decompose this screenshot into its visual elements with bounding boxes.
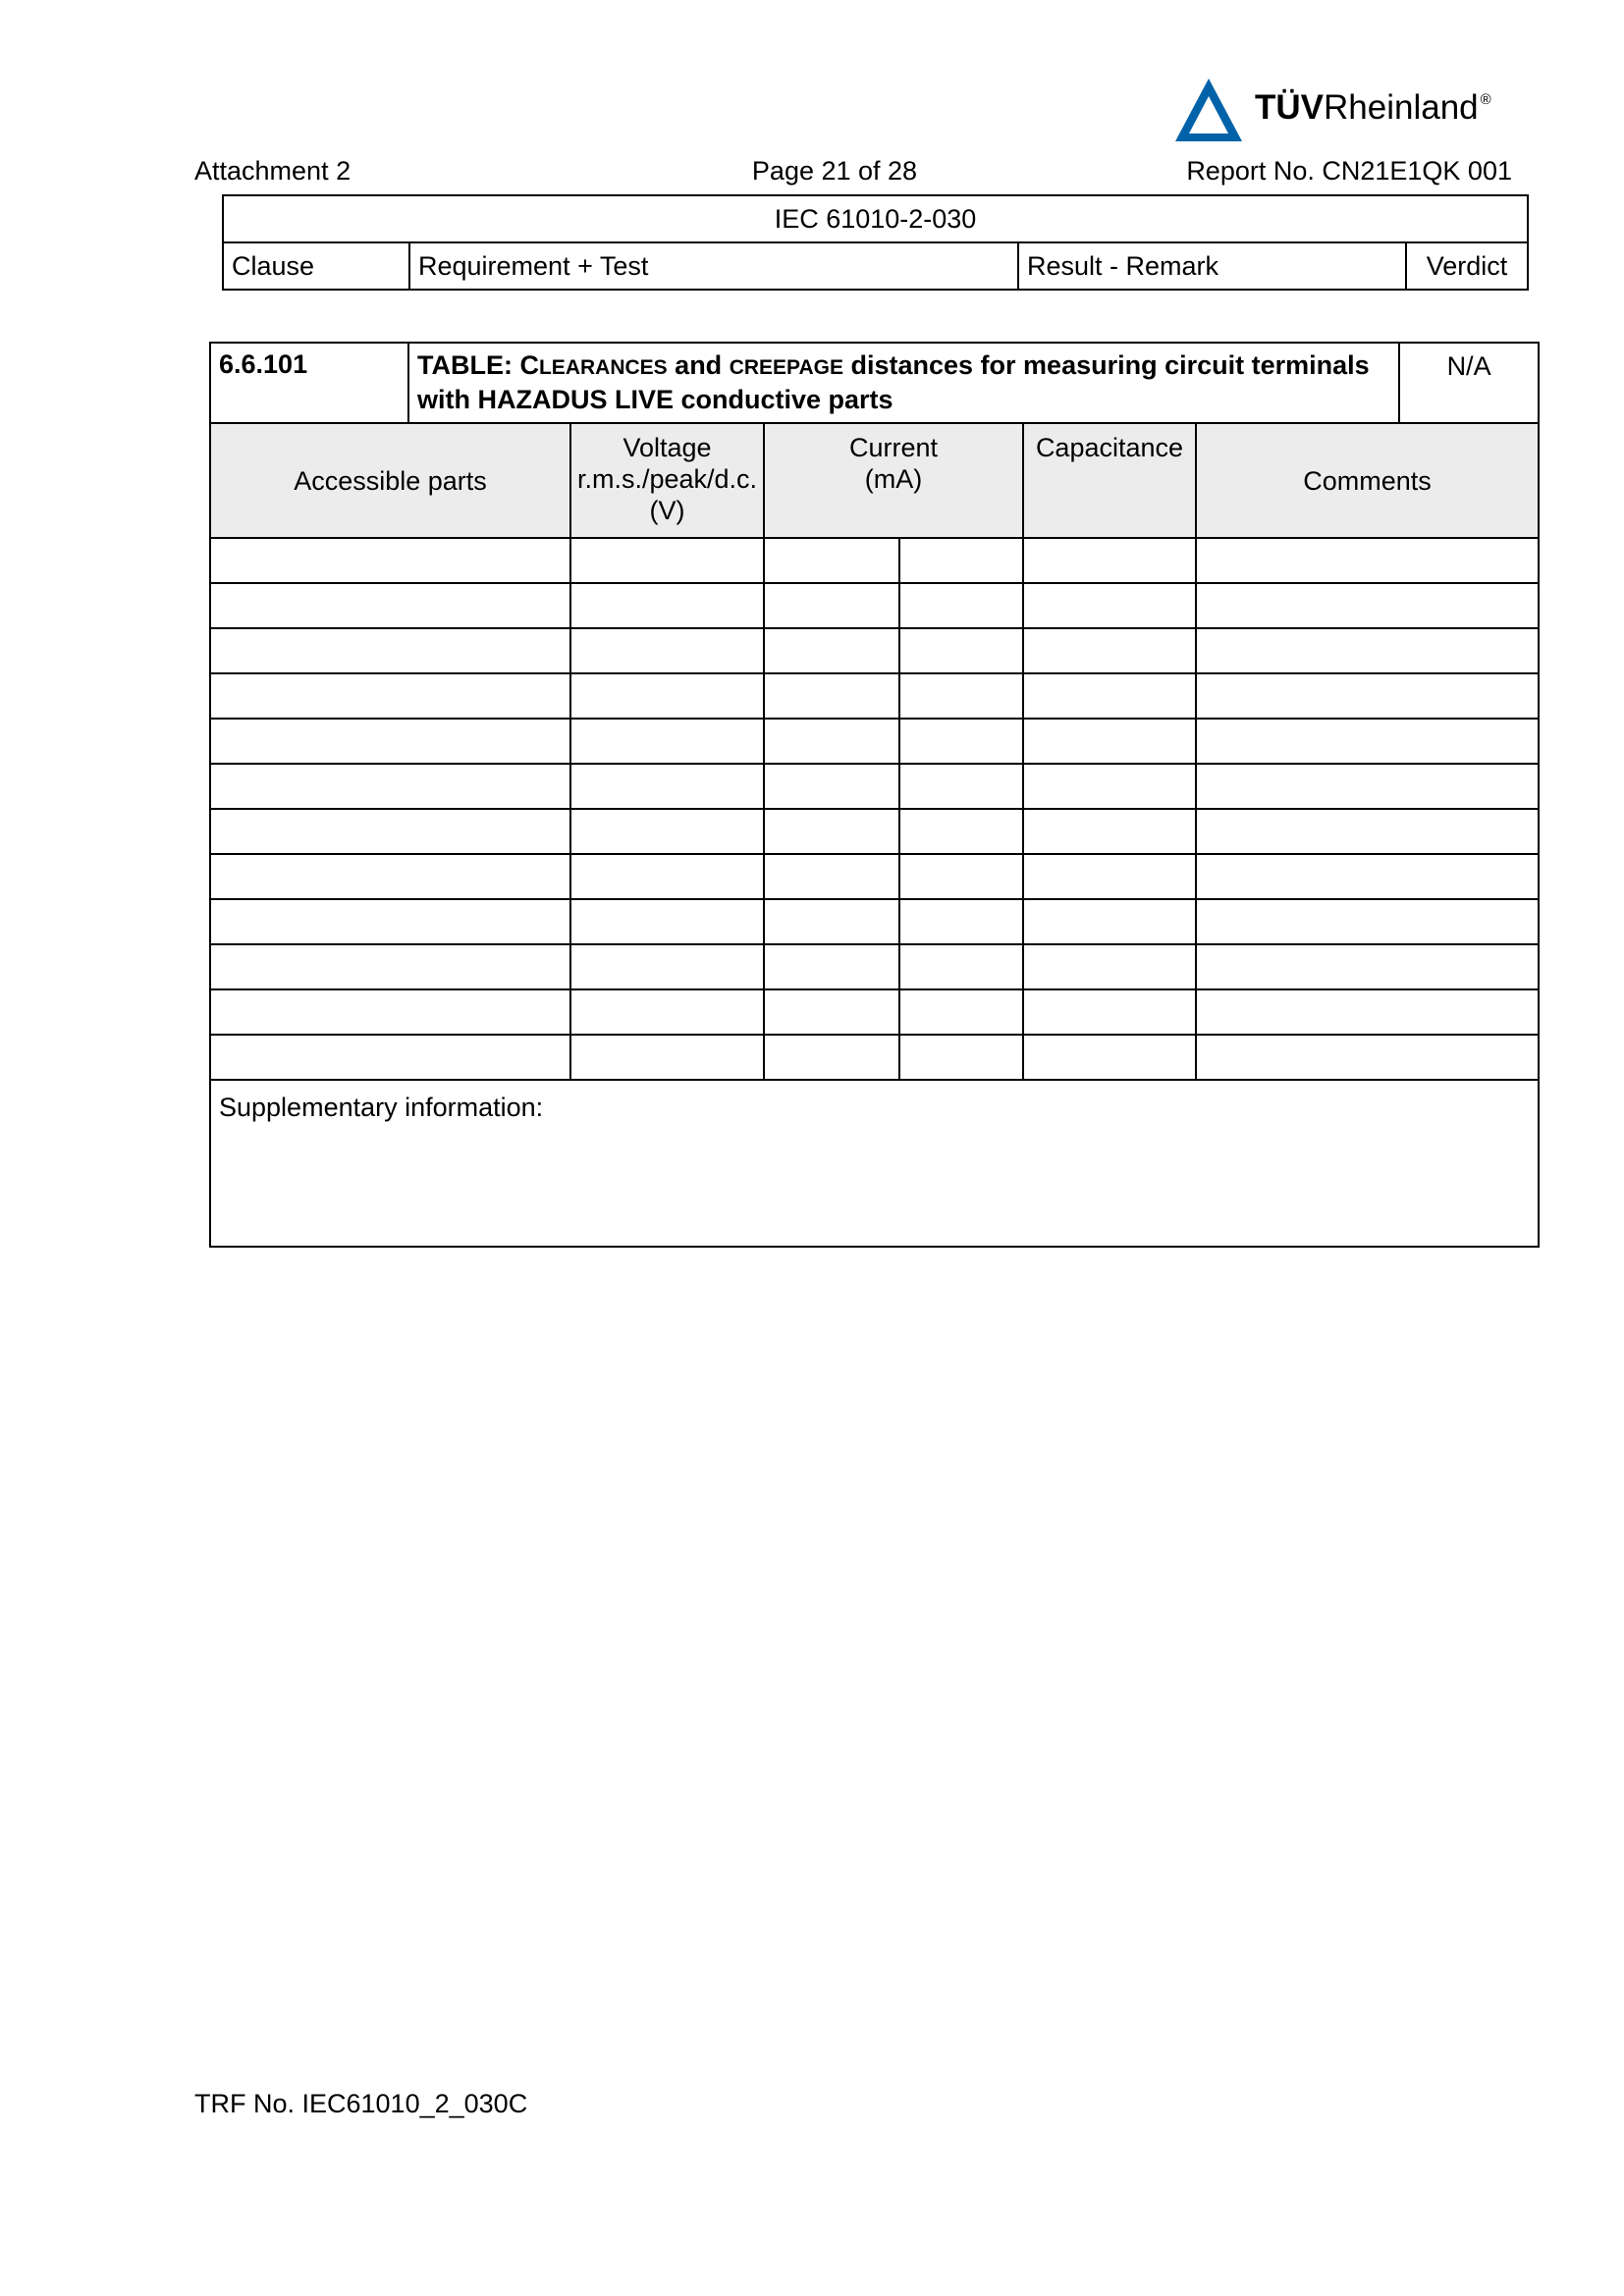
cell-accessible-part bbox=[210, 719, 570, 764]
cell-accessible-part bbox=[210, 989, 570, 1035]
table-row bbox=[210, 899, 1539, 944]
cell-voltage bbox=[570, 944, 764, 989]
cell-capacitance bbox=[1023, 1035, 1196, 1080]
cell-capacitance bbox=[1023, 583, 1196, 628]
standard-title: IEC 61010-2-030 bbox=[223, 195, 1528, 242]
cell-current-b bbox=[899, 719, 1023, 764]
cell-current-b bbox=[899, 583, 1023, 628]
cell-comments bbox=[1196, 1035, 1539, 1080]
table-row bbox=[210, 583, 1539, 628]
cell-capacitance bbox=[1023, 628, 1196, 673]
cell-current-a bbox=[764, 1035, 899, 1080]
cell-current-a bbox=[764, 538, 899, 583]
col-accessible-parts: Accessible parts bbox=[210, 423, 570, 538]
col-result-remark: Result - Remark bbox=[1018, 242, 1406, 290]
table-row bbox=[210, 809, 1539, 854]
cell-current-a bbox=[764, 764, 899, 809]
cell-comments bbox=[1196, 854, 1539, 899]
cell-comments bbox=[1196, 719, 1539, 764]
title-text-3: distances for measuring circuit terminals with HAZADUS LIVE conductive parts bbox=[417, 350, 1370, 414]
cell-voltage bbox=[570, 899, 764, 944]
cell-accessible-part bbox=[210, 628, 570, 673]
col-voltage bbox=[570, 423, 764, 538]
col-voltage-line3: (V) bbox=[649, 496, 685, 525]
cell-comments bbox=[1196, 673, 1539, 719]
logo-brand-regular: Rheinland bbox=[1324, 88, 1479, 127]
cell-capacitance bbox=[1023, 673, 1196, 719]
cell-capacitance bbox=[1023, 764, 1196, 809]
cell-current-a bbox=[764, 719, 899, 764]
cell-comments bbox=[1196, 809, 1539, 854]
cell-current-b bbox=[899, 673, 1023, 719]
col-capacitance: Capacitance bbox=[1023, 423, 1196, 538]
cell-voltage bbox=[570, 538, 764, 583]
cell-voltage bbox=[570, 989, 764, 1035]
col-voltage-line1: Voltage bbox=[623, 433, 712, 462]
col-current bbox=[764, 423, 1023, 538]
tuv-rheinland-logo bbox=[1173, 77, 1527, 145]
cell-current-a bbox=[764, 583, 899, 628]
table-clause-number: 6.6.101 bbox=[210, 343, 408, 423]
cell-comments bbox=[1196, 764, 1539, 809]
cell-current-b bbox=[899, 944, 1023, 989]
cell-current-a bbox=[764, 899, 899, 944]
data-rows bbox=[210, 538, 1539, 1080]
cell-accessible-part bbox=[210, 764, 570, 809]
cell-voltage bbox=[570, 719, 764, 764]
cell-capacitance bbox=[1023, 899, 1196, 944]
table-row bbox=[210, 764, 1539, 809]
table-row bbox=[210, 1035, 1539, 1080]
table-row bbox=[210, 628, 1539, 673]
cell-accessible-part bbox=[210, 809, 570, 854]
cell-current-b bbox=[899, 628, 1023, 673]
cell-voltage bbox=[570, 583, 764, 628]
title-smallcaps-1: LEARANCES bbox=[538, 356, 668, 379]
cell-comments bbox=[1196, 989, 1539, 1035]
cell-current-a bbox=[764, 854, 899, 899]
table-row bbox=[210, 989, 1539, 1035]
cell-comments bbox=[1196, 899, 1539, 944]
col-clause: Clause bbox=[223, 242, 409, 290]
cell-voltage bbox=[570, 673, 764, 719]
registered-mark: ® bbox=[1480, 91, 1491, 108]
cell-current-b bbox=[899, 899, 1023, 944]
cell-capacitance bbox=[1023, 719, 1196, 764]
cell-current-b bbox=[899, 1035, 1023, 1080]
col-verdict: Verdict bbox=[1406, 242, 1528, 290]
cell-comments bbox=[1196, 538, 1539, 583]
cell-accessible-part bbox=[210, 899, 570, 944]
col-current-line2: (mA) bbox=[864, 464, 923, 494]
logo-wordmark bbox=[1255, 90, 1491, 125]
table-row bbox=[210, 673, 1539, 719]
cell-comments bbox=[1196, 628, 1539, 673]
cell-capacitance bbox=[1023, 944, 1196, 989]
page-number: Page 21 of 28 bbox=[751, 156, 918, 186]
tuv-triangle-icon bbox=[1173, 77, 1244, 143]
cell-comments bbox=[1196, 944, 1539, 989]
table-row bbox=[210, 719, 1539, 764]
cell-capacitance bbox=[1023, 989, 1196, 1035]
report-number: Report No. CN21E1QK 001 bbox=[1186, 156, 1512, 186]
clearance-creepage-table bbox=[209, 342, 1540, 1248]
cell-voltage bbox=[570, 1035, 764, 1080]
cell-current-a bbox=[764, 628, 899, 673]
cell-current-a bbox=[764, 673, 899, 719]
cell-current-a bbox=[764, 989, 899, 1035]
cell-capacitance bbox=[1023, 809, 1196, 854]
cell-current-b bbox=[899, 809, 1023, 854]
cell-accessible-part bbox=[210, 538, 570, 583]
cell-current-a bbox=[764, 944, 899, 989]
table-row bbox=[210, 944, 1539, 989]
trf-number: TRF No. IEC61010_2_030C bbox=[194, 2089, 528, 2118]
cell-current-b bbox=[899, 538, 1023, 583]
col-requirement-test: Requirement + Test bbox=[409, 242, 1018, 290]
cell-current-b bbox=[899, 989, 1023, 1035]
table-row bbox=[210, 538, 1539, 583]
cell-capacitance bbox=[1023, 854, 1196, 899]
table-row bbox=[210, 854, 1539, 899]
cell-voltage bbox=[570, 809, 764, 854]
cell-voltage bbox=[570, 628, 764, 673]
title-smallcaps-2: CREEPAGE bbox=[729, 356, 843, 379]
cell-accessible-part bbox=[210, 673, 570, 719]
title-text-1: TABLE: C bbox=[417, 350, 539, 380]
cell-accessible-part bbox=[210, 854, 570, 899]
cell-current-b bbox=[899, 854, 1023, 899]
table-verdict: N/A bbox=[1399, 343, 1539, 423]
clause-header-table bbox=[222, 194, 1529, 291]
col-current-line1: Current bbox=[848, 433, 939, 462]
supplementary-information: Supplementary information: bbox=[210, 1080, 1539, 1247]
attachment-label: Attachment 2 bbox=[194, 156, 352, 186]
col-voltage-line2: r.m.s./peak/d.c. bbox=[576, 464, 758, 494]
logo-brand-bold: TÜV bbox=[1255, 88, 1324, 127]
cell-accessible-part bbox=[210, 944, 570, 989]
col-comments: Comments bbox=[1196, 423, 1539, 538]
table-title bbox=[408, 343, 1399, 423]
cell-current-b bbox=[899, 764, 1023, 809]
cell-current-a bbox=[764, 809, 899, 854]
cell-accessible-part bbox=[210, 1035, 570, 1080]
cell-voltage bbox=[570, 764, 764, 809]
cell-voltage bbox=[570, 854, 764, 899]
cell-capacitance bbox=[1023, 538, 1196, 583]
cell-comments bbox=[1196, 583, 1539, 628]
title-text-2: and bbox=[667, 350, 730, 380]
cell-accessible-part bbox=[210, 583, 570, 628]
